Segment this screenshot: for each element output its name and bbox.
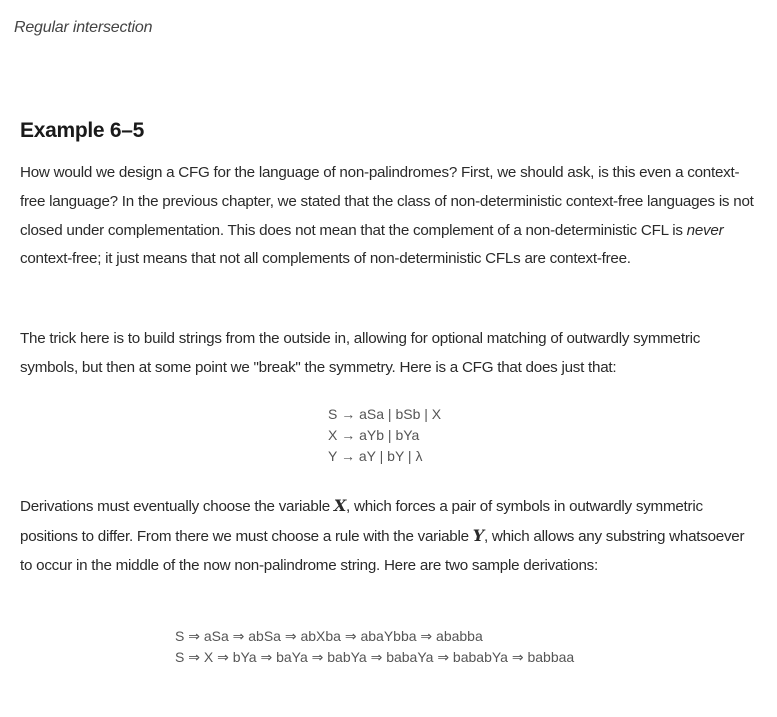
paragraph-derivations-text-c: , which allows any substring whatsoever to occur in the middle of the now non-palindrome string. Here are two sample derivations: xyxy=(20,527,745,574)
paragraph-intro-text-b: context-free; it just means that not all complements of non-deterministic CFLs are context-free. xyxy=(20,250,631,268)
paragraph-derivations-text-a: Derivations must eventually choose the variable xyxy=(20,498,334,515)
grammar-rule-x: X → aYb | bYa xyxy=(328,427,420,443)
emphasis-never: never xyxy=(686,221,724,239)
paragraph-derivations-text-b: , which forces a pair of symbols in outwardly symmetric positions to differ. From there we must choose a rule with the variable xyxy=(20,498,703,545)
example-title: Example 6–5 xyxy=(20,119,144,142)
sample-derivations xyxy=(175,626,574,668)
paragraph-intro xyxy=(20,159,760,274)
variable-y: Y xyxy=(472,525,484,545)
grammar-rule-y: Y → aY | bY | λ xyxy=(328,448,423,464)
grammar-rule-s: S → aSa | bSb | X xyxy=(328,406,442,422)
derivation-1: S ⇒ aSa ⇒ abSa ⇒ abXba ⇒ abaYbba ⇒ ababba xyxy=(175,628,483,644)
paragraph-trick: The trick here is to build strings from the outside in, allowing for optional matching of outwardly symmetric symbols, but then at some point we "break" the symmetry. Here is a CFG that does just that: xyxy=(20,330,701,376)
grammar-rules xyxy=(328,404,441,467)
paragraph-intro-text-a: How would we design a CFG for the language of non-palindromes? First, we should ask, is this even a context-free language? In the previous chapter, we stated that the class of non-deterministic context-free languages is not closed under complementation. This does not mean that the complement of a non-deterministic CFL is xyxy=(20,164,754,239)
paragraph-derivations xyxy=(20,492,760,580)
derivation-2: S ⇒ X ⇒ bYa ⇒ baYa ⇒ babYa ⇒ babaYa ⇒ bababYa ⇒ babbaa xyxy=(175,649,575,665)
running-header: Regular intersection xyxy=(14,19,153,36)
variable-x: X xyxy=(333,496,347,515)
